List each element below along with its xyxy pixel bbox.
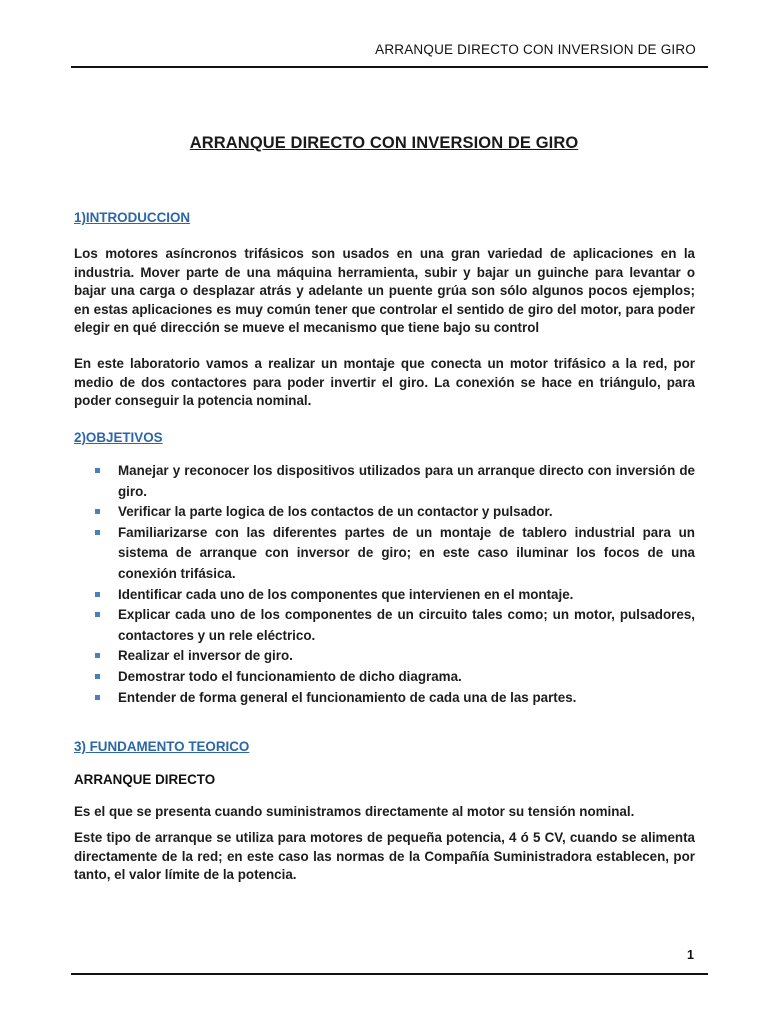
objective-text: Realizar el inversor de giro. [118,648,293,664]
list-item [118,688,695,709]
footer-rule [71,973,708,975]
square-bullet-icon [95,695,100,700]
list-item [118,646,695,667]
objective-text: Familiarizarse con las diferentes partes de un montaje de tablero industrial para un sistema de arranque con inversor de giro; en este caso iluminar los focos de una conexión trifásica. [118,524,695,582]
objective-text: Verificar la parte logica de los contactos de un contactor y pulsador. [118,504,553,520]
intro-paragraph-1: Los motores asíncronos trifásicos son usados en una gran variedad de aplicaciones en la industria. Mover parte de una máquina herramienta, subir y bajar un guinche para levantar o bajar una carga o desplazar atrás y adelante un puente grúa son sólo algunos pocos ejemplos; en estas aplicaciones es muy común tener que controlar el sentido de giro del motor, para poder elegir en qué dirección se mueve el mecanismo que tiene bajo su control [74,246,695,336]
objective-text: Demostrar todo el funcionamiento de dicho diagrama. [118,669,462,684]
objective-text: Entender de forma general el funcionamiento de cada una de las partes. [118,689,577,705]
header-rule [71,66,708,68]
fundamento-paragraph-2: Este tipo de arranque se utiliza para motores de pequeña potencia, 4 ó 5 CV, cuando se alimenta directamente de la red; en este caso las normas de la Compañía Suministradora establecen, por tanto, el valor límite de la potencia. [74,830,695,883]
objective-text: Explicar cada uno de los componentes de un circuito tales como; un motor, pulsadores, contactores y un rele eléctrico. [118,607,695,643]
subheading-arranque-directo: ARRANQUE DIRECTO [74,771,216,787]
objective-text: Identificar cada uno de los componentes que intervienen en el montaje. [118,586,574,602]
square-bullet-icon [95,509,100,514]
square-bullet-icon [95,468,100,473]
section-heading-introduccion: 1)INTRODUCCION [74,210,191,225]
square-bullet-icon [95,674,100,679]
list-item [118,461,695,502]
page-number: 1 [687,948,694,962]
list-item [118,523,695,585]
square-bullet-icon [95,592,100,597]
document-body [74,209,695,885]
list-item [118,585,695,606]
square-bullet-icon [95,653,100,658]
intro-paragraph-2: En este laboratorio vamos a realizar un montaje que conecta un motor trifásico a la red, por medio de dos contactores para poder invertir el giro. La conexión se hace en triángulo, para poder conseguir la potencia nominal. [74,356,695,409]
section-heading-fundamento-teorico: 3) FUNDAMENTO TEORICO [74,739,250,755]
square-bullet-icon [95,612,100,617]
objective-text: Manejar y reconocer los dispositivos utilizados para un arranque directo con inversión de giro. [118,463,695,499]
document-title: ARRANQUE DIRECTO CON INVERSION DE GIRO [189,134,579,152]
list-item [118,667,695,688]
list-item [118,502,695,523]
square-bullet-icon [95,530,100,535]
list-item [118,605,695,646]
running-header: ARRANQUE DIRECTO CON INVERSION DE GIRO [375,42,696,57]
fundamento-paragraph-1: Es el que se presenta cuando suministramos directamente al motor su tensión nominal. [74,804,635,819]
objectives-list [74,461,695,708]
section-heading-objetivos: 2)OBJETIVOS [74,429,163,445]
